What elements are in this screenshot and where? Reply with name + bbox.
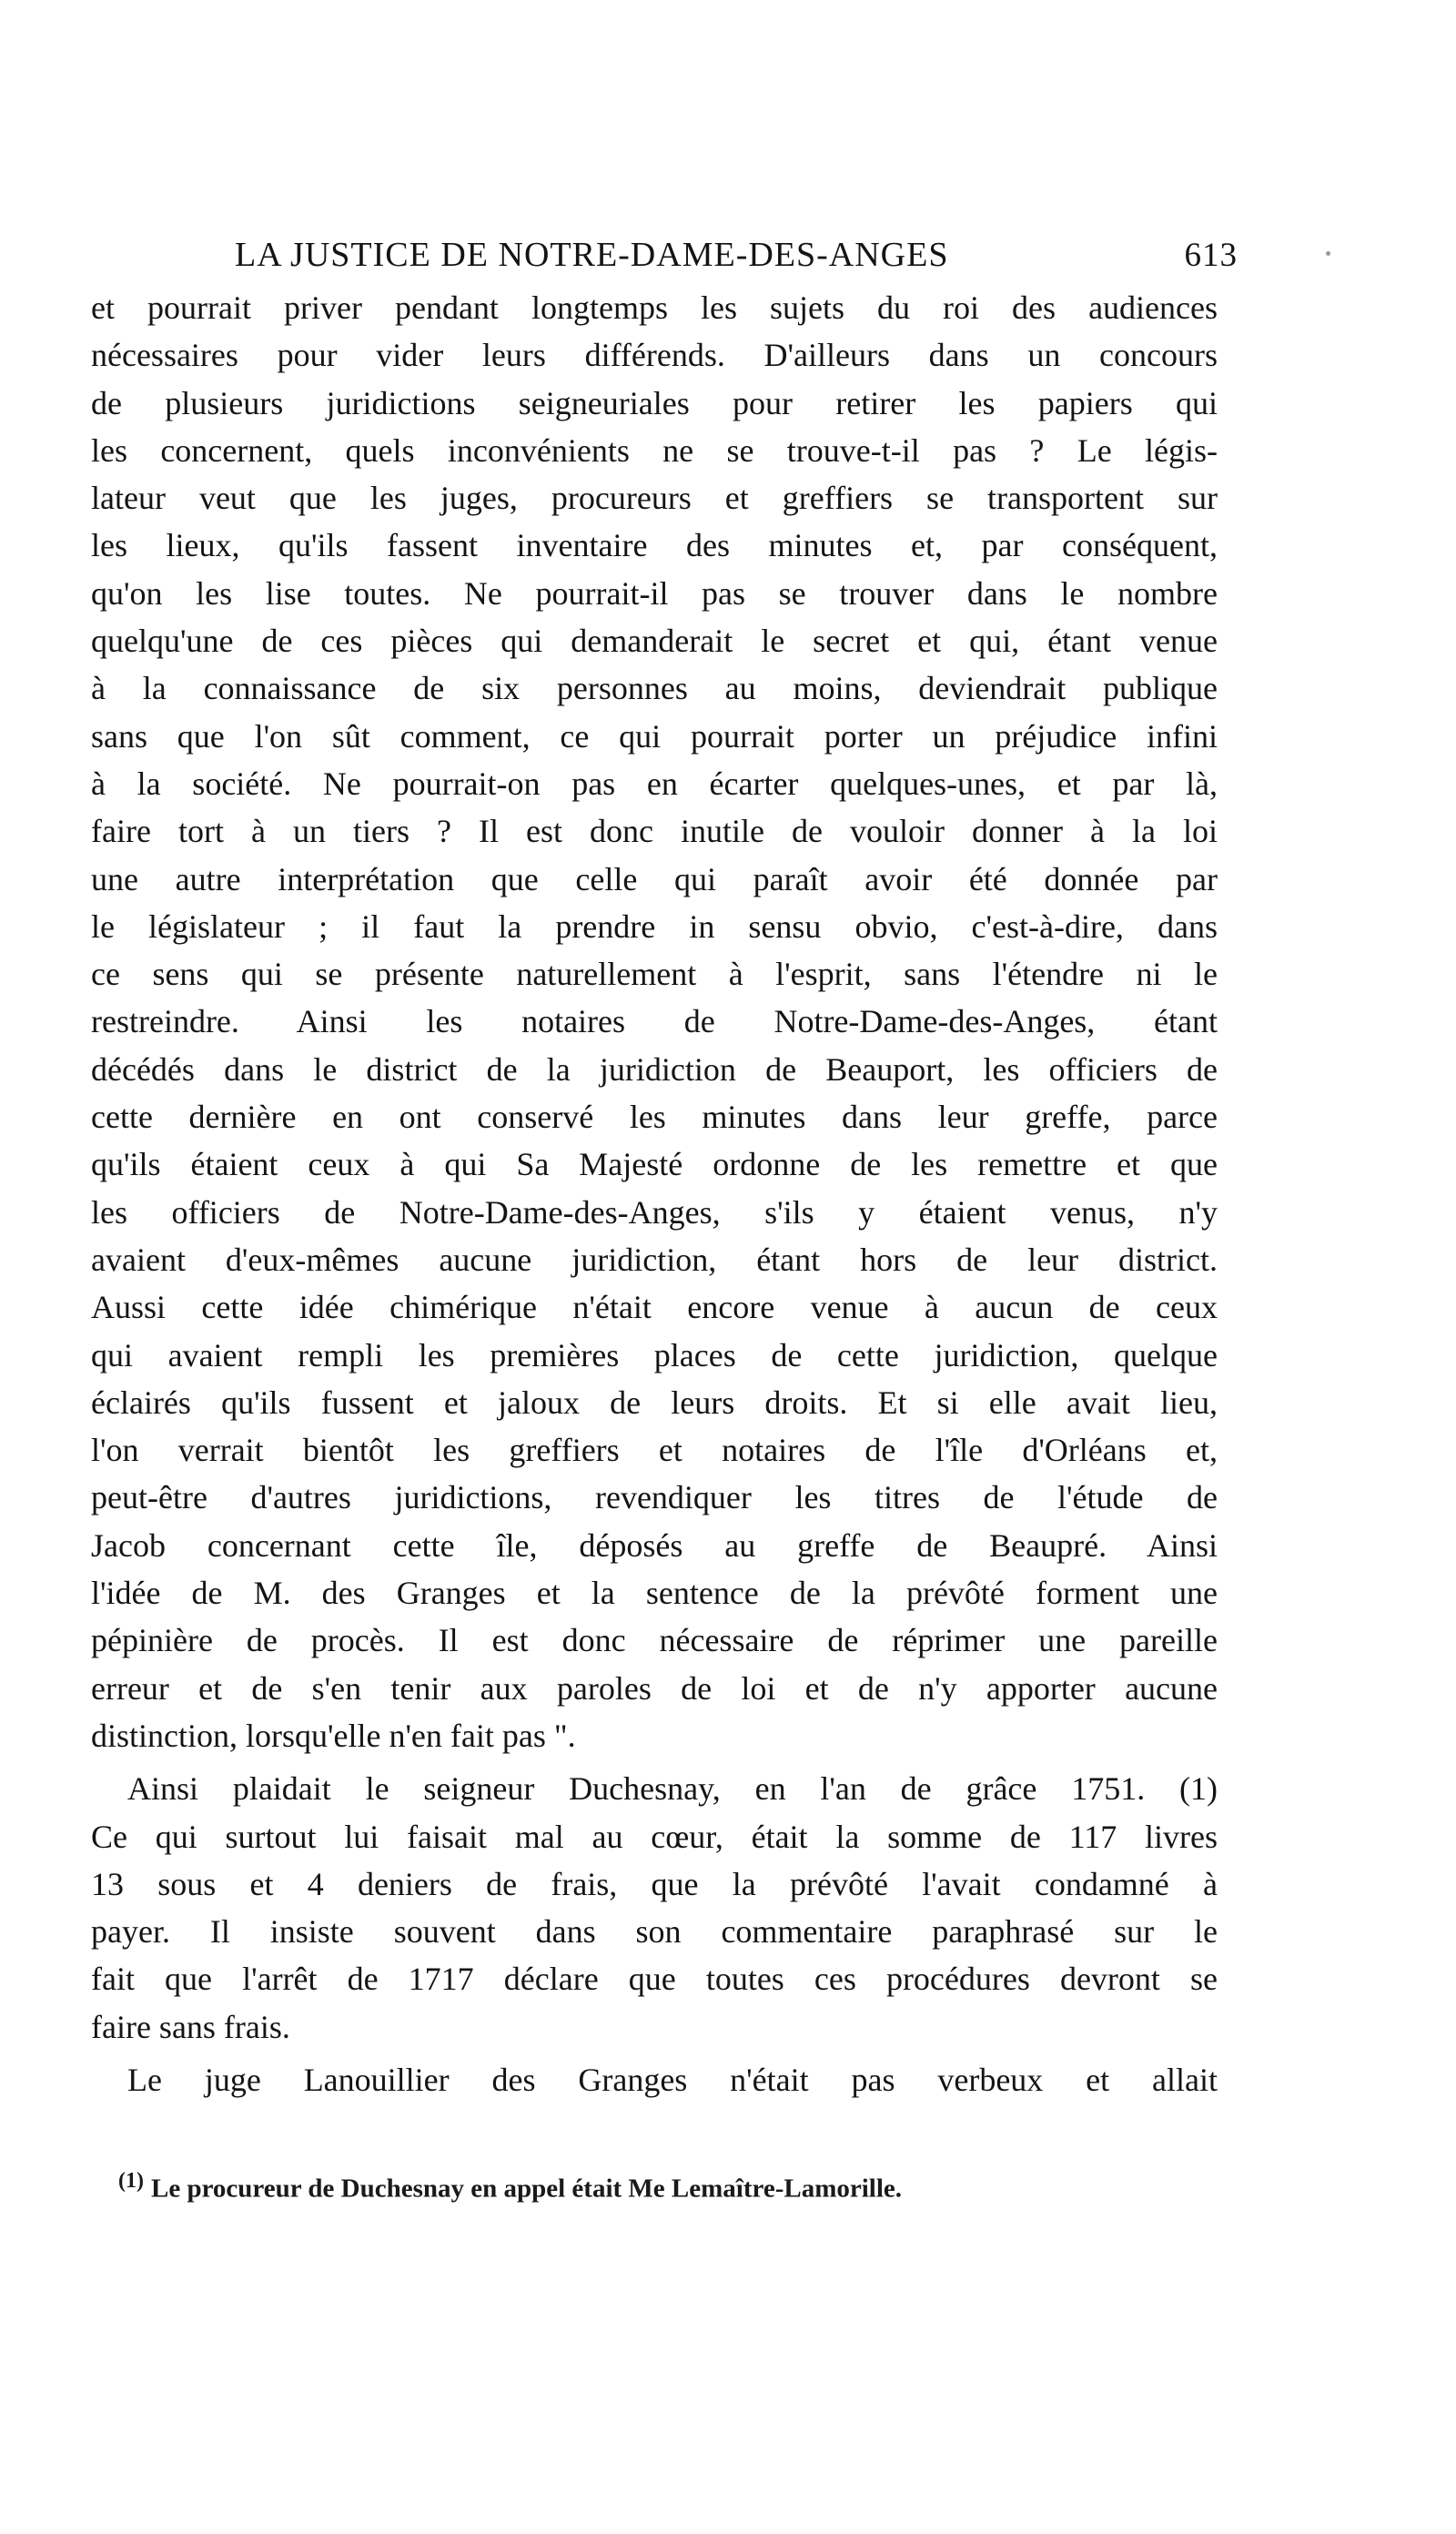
footnote-text: Le procureur de Duchesnay en appel était Me Lemaître-Lamorille. <box>150 2174 903 2204</box>
text-line: Jacob concernant cette île, déposés au greffe de Beaupré. Ainsi <box>91 1526 1218 1564</box>
text-line: les concernent, quels inconvénients ne se trouve-t-il pas ? Le légis- <box>91 431 1218 469</box>
text-line: distinction, lorsqu'elle n'en fait pas ". <box>91 1717 576 1754</box>
text-line: ce sens qui se présente naturellement à l'esprit, sans l'étendre ni le <box>91 956 1218 993</box>
text-line: Aussi cette idée chimérique n'était encore venue à aucun de ceux <box>91 1289 1218 1326</box>
text-line: les officiers de Notre-Dame-des-Anges, s'ils y étaient venus, n'y <box>91 1193 1218 1231</box>
text-line: le législateur ; il faut la prendre in sensu obvio, c'est-à-dire, dans <box>91 907 1218 945</box>
text-line: payer. Il insiste souvent dans son commentaire paraphrasé sur le <box>91 1913 1218 1951</box>
page-number: 613 <box>1184 237 1238 274</box>
text-line: qui avaient rempli les premières places de cette juridiction, quelque <box>91 1336 1218 1373</box>
paragraph-1 <box>91 284 1218 1759</box>
text-line: nécessaires pour vider leurs différends. D'ailleurs dans un concours <box>91 337 1218 374</box>
running-head <box>235 235 1238 286</box>
text-line: 13 sous et 4 deniers de frais, que la prévôté l'avait condamné à <box>91 1865 1218 1902</box>
text-line: faire sans frais. <box>91 2008 290 2045</box>
text-line: éclairés qu'ils fussent et jaloux de leurs droits. Et si elle avait lieu, <box>91 1384 1218 1421</box>
text-line: qu'ils étaient ceux à qui Sa Majesté ordonne de les remettre et que <box>91 1146 1218 1183</box>
footnote-marker: (1) <box>118 2169 144 2193</box>
text-line: sans que l'on sût comment, ce qui pourrait porter un préjudice infini <box>91 717 1218 755</box>
text-line: l'on verrait bientôt les greffiers et notaires de l'île d'Orléans et, <box>91 1432 1218 1469</box>
text-line: qu'on les lise toutes. Ne pourrait-il pas se trouver dans le nombre <box>91 574 1218 612</box>
text-line: les lieux, qu'ils fassent inventaire des minutes et, par conséquent, <box>91 527 1218 564</box>
text-line: l'idée de M. des Granges et la sentence de la prévôté forment une <box>91 1575 1218 1612</box>
text-line: pépinière de procès. Il est donc nécessaire de réprimer une pareille <box>91 1622 1218 1659</box>
text-line: Ainsi plaidait le seigneur Duchesnay, en l'an de grâce 1751. (1) <box>127 1770 1218 1808</box>
text-line: fait que l'arrêt de 1717 déclare que toutes ces procédures devront se <box>91 1961 1218 1998</box>
text-line: de plusieurs juridictions seigneuriales pour retirer les papiers qui <box>91 384 1218 421</box>
text-line: Le juge Lanouillier des Granges n'était pas verbeux et allait <box>127 2061 1218 2098</box>
text-line: erreur et de s'en tenir aux paroles de loi et de n'y apporter aucune <box>91 1669 1218 1707</box>
text-line: à la société. Ne pourrait-on pas en écarter quelques-unes, et par là, <box>91 765 1218 802</box>
text-line: et pourrait priver pendant longtemps les sujets du roi des audiences <box>91 289 1218 326</box>
paragraph-3 <box>91 2056 1218 2103</box>
paragraph-2 <box>91 1765 1218 2051</box>
text-line: cette dernière en ont conservé les minutes dans leur greffe, parce <box>91 1099 1218 1136</box>
text-line: faire tort à un tiers ? Il est donc inutile de vouloir donner à la loi <box>91 813 1218 850</box>
text-line: une autre interprétation que celle qui paraît avoir été donnée par <box>91 860 1218 897</box>
text-line: quelqu'une de ces pièces qui demanderait le secret et qui, étant venue <box>91 623 1218 660</box>
text-line: à la connaissance de six personnes au moins, deviendrait publique <box>91 670 1218 707</box>
text-line: avaient d'eux-mêmes aucune juridiction, étant hors de leur district. <box>91 1241 1218 1278</box>
text-line: Ce qui surtout lui faisait mal au cœur, était la somme de 117 livres <box>91 1818 1218 1855</box>
text-line: lateur veut que les juges, procureurs et greffiers se transportent sur <box>91 480 1218 517</box>
running-title: LA JUSTICE DE NOTRE-DAME-DES-ANGES <box>235 236 949 274</box>
body-text <box>91 284 1218 2103</box>
text-line: décédés dans le district de la juridiction de Beauport, les officiers de <box>91 1050 1218 1088</box>
text-line: peut-être d'autres juridictions, revendiquer les titres de l'étude de <box>91 1479 1218 1516</box>
margin-speck <box>1326 251 1330 256</box>
text-line: restreindre. Ainsi les notaires de Notre-Dame-des-Anges, étant <box>91 1003 1218 1040</box>
footnote <box>118 2163 1210 2207</box>
